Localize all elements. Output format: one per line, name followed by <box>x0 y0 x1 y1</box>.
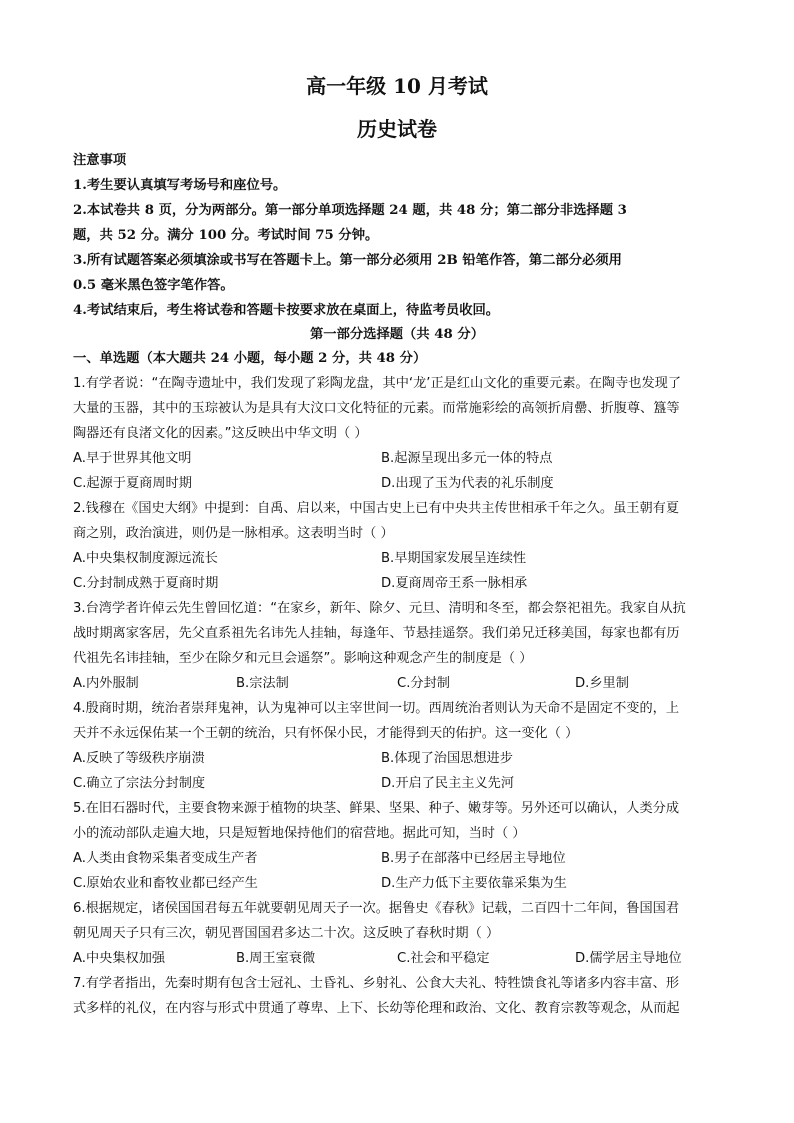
question-3-line: 代祖先名讳挂轴，至少在除夕和元旦会遥祭”。影响这种观念产生的制度是（ ） <box>73 651 533 666</box>
question-4-option-d[interactable]: D.开启了民主主义先河 <box>381 776 515 791</box>
question-5-option-b[interactable]: B.男子在部落中已经居主导地位 <box>381 851 566 866</box>
question-6-option-b[interactable]: B.周王室衰微 <box>236 951 316 966</box>
question-5-option-c[interactable]: C.原始农业和畜牧业都已经产生 <box>73 876 258 891</box>
question-1-option-b[interactable]: B.起源呈现出多元一体的特点 <box>381 451 553 466</box>
question-4-option-c[interactable]: C.确立了宗法分封制度 <box>73 776 206 791</box>
question-7-line: 7.有学者指出，先秦时期有包含士冠礼、士昏礼、乡射礼、公食大夫礼、特牲馈食礼等诸多内容丰富、形 <box>73 976 680 991</box>
question-3-line: 3.台湾学者许倬云先生曾回忆道：“在家乡，新年、除夕、元旦、清明和冬至，都会祭祀祖先。我家自从抗 <box>73 601 686 616</box>
section-heading: 一、单选题（本大题共 24 小题，每小题 2 分，共 48 分） <box>73 351 427 366</box>
question-5-line: 5.在旧石器时代，主要食物来源于植物的块茎、鲜果、坚果、种子、嫩芽等。另外还可以确认，人类分成 <box>73 801 680 816</box>
question-2-option-d[interactable]: D.夏商周帝王系一脉相承 <box>381 576 528 591</box>
question-2-line: 商之别，政治演进，则仍是一脉相承。这表明当时（ ） <box>73 526 394 541</box>
part1-heading: 第一部分选择题（共 48 分） <box>309 327 485 342</box>
question-1-line: 1.有学者说：“在陶寺遗址中，我们发现了彩陶龙盘，其中‘龙’正是红山文化的重要元素。在陶寺也发现了 <box>73 376 682 391</box>
question-5-line: 小的流动部队走遍大地，只是短暂地保持他们的宿营地。据此可知，当时（ ） <box>73 826 526 841</box>
question-6-option-c[interactable]: C.社会和平稳定 <box>397 951 490 966</box>
question-1-line: 大量的玉器，其中的玉琮被认为是具有大汶口文化特征的元素。而常施彩绘的高领折肩罍、折腹尊、簋等 <box>73 401 680 416</box>
question-6-line: 朝见周天子只有三次，朝见晋国国君多达二十次。这反映了春秋时期（ ） <box>73 926 500 941</box>
notice-item: 3.所有试题答案必须填涂或书写在答题卡上。第一部分必须用 2B 铅笔作答，第二部分必须用 <box>73 253 622 268</box>
exam-subtitle: 历史试卷 <box>357 117 437 141</box>
question-5-option-d[interactable]: D.生产力低下主要依靠采集为生 <box>381 876 567 891</box>
notice-item: 2.本试卷共 8 页，分为两部分。第一部分单项选择题 24 题，共 48 分；第二部分非选择题 3 <box>73 203 627 218</box>
question-4-line: 4.殷商时期，统治者崇拜鬼神，认为鬼神可以主宰世间一切。西周统治者则认为天命不是固定不变的，上 <box>73 701 680 716</box>
question-3-option-a[interactable]: A.内外服制 <box>73 676 139 691</box>
question-4-line: 天并不永远保佑某一个王朝的统治，只有怀保小民，才能得到天的佑护。这一变化（ ） <box>73 726 579 741</box>
question-3-line: 战时期离家客居，先父直系祖先名讳先人挂轴，每逢年、节悬挂遥祭。我们弟兄迁移美国，每家也都有历 <box>73 626 680 641</box>
question-6-option-d[interactable]: D.儒学居主导地位 <box>575 951 682 966</box>
question-1-option-d[interactable]: D.出现了玉为代表的礼乐制度 <box>381 476 554 491</box>
question-6-option-a[interactable]: A.中央集权加强 <box>73 951 166 966</box>
question-1-line: 陶器还有良渚文化的因素。”这反映出中华文明（ ） <box>73 426 368 441</box>
question-1-option-a[interactable]: A.早于世界其他文明 <box>73 451 192 466</box>
question-3-option-b[interactable]: B.宗法制 <box>236 676 289 691</box>
question-2-line: 2.钱穆在《国史大纲》中提到：自禹、启以来，中国古史上已有中央共主传世相承千年之久。虽王朝有夏 <box>73 501 680 516</box>
notice-item: 0.5 毫米黑色签字笔作答。 <box>73 278 234 293</box>
question-4-option-b[interactable]: B.体现了治国思想进步 <box>381 751 513 766</box>
question-2-option-a[interactable]: A.中央集权制度源远流长 <box>73 551 218 566</box>
notice-item: 1.考生要认真填写考场号和座位号。 <box>73 178 287 193</box>
question-2-option-c[interactable]: C.分封制成熟于夏商时期 <box>73 576 219 591</box>
notice-heading: 注意事项 <box>73 153 127 168</box>
exam-title: 高一年级 10 月考试 <box>306 74 488 98</box>
notice-item: 4.考试结束后，考生将试卷和答题卡按要求放在桌面上，待监考员收回。 <box>73 303 500 318</box>
question-7-line: 式多样的礼仪，在内容与形式中贯通了尊卑、上下、长幼等伦理和政治、文化、教育宗教等观念，从而起 <box>73 1001 680 1016</box>
question-2-option-b[interactable]: B.早期国家发展呈连续性 <box>381 551 527 566</box>
question-3-option-d[interactable]: D.乡里制 <box>575 676 629 691</box>
question-6-line: 6.根据规定，诸侯国国君每五年就要朝见周天子一次。据鲁史《春秋》记载，二百四十二年间，鲁国国君 <box>73 901 680 916</box>
question-4-option-a[interactable]: A.反映了等级秩序崩溃 <box>73 751 205 766</box>
notice-item: 题，共 52 分。满分 100 分。考试时间 75 分钟。 <box>73 228 379 243</box>
question-5-option-a[interactable]: A.人类由食物采集者变成生产者 <box>73 851 258 866</box>
question-1-option-c[interactable]: C.起源于夏商周时期 <box>73 476 192 491</box>
question-3-option-c[interactable]: C.分封制 <box>397 676 450 691</box>
